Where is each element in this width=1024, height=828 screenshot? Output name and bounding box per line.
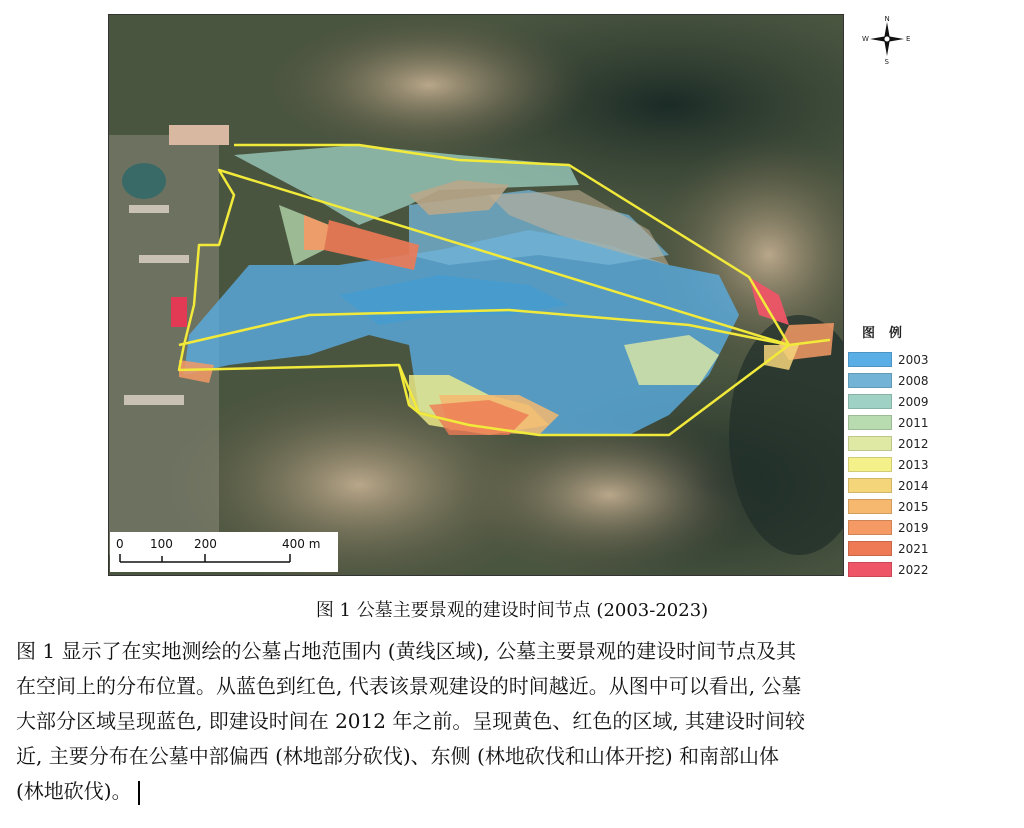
- legend-item-2022: [848, 559, 958, 580]
- legend-label: 2022: [898, 562, 929, 577]
- scale-tick-label: 0: [116, 537, 124, 551]
- legend-label: 2011: [898, 415, 929, 430]
- scale-tick-label: 400 m: [282, 537, 321, 551]
- paragraph-line: 在空间上的分布位置。从蓝色到红色, 代表该景观建设的时间越近。从图中可以看出, 公墓: [16, 674, 802, 698]
- scale-tick-label: 100: [150, 537, 173, 551]
- body-paragraph[interactable]: [16, 634, 1006, 809]
- building: [169, 125, 229, 145]
- legend-label: 2013: [898, 457, 929, 472]
- terrain-ridge: [269, 15, 589, 155]
- figure-caption: 图 1 公墓主要景观的建设时间节点 (2003-2023): [315, 600, 709, 621]
- red-roof-building: [171, 297, 187, 327]
- legend-label: 2014: [898, 478, 929, 493]
- legend-item-2021: [848, 538, 958, 559]
- legend-swatch: [848, 352, 892, 367]
- legend-label: 2015: [898, 499, 929, 514]
- legend-items: [848, 349, 958, 580]
- legend-label: 2021: [898, 541, 929, 556]
- terrain-ridge: [449, 415, 769, 575]
- legend-swatch: [848, 541, 892, 556]
- scale-bar-graphic: [110, 532, 338, 572]
- building: [129, 205, 169, 213]
- compass-n: N: [884, 15, 890, 23]
- compass-icon: [862, 14, 912, 64]
- legend-item-2008: [848, 370, 958, 391]
- legend-swatch: [848, 373, 892, 388]
- map-canvas: [109, 15, 843, 575]
- paragraph-line: 近, 主要分布在公墓中部偏西 (林地部分砍伐)、东侧 (林地砍伐和山体开挖) 和南部山体: [16, 744, 779, 768]
- legend-item-2009: [848, 391, 958, 412]
- paragraph-line: 大部分区域呈现蓝色, 即建设时间在 2012 年之前。呈现黄色、红色的区域, 其建设时间较: [16, 709, 806, 733]
- legend-item-2019: [848, 517, 958, 538]
- compass-s: S: [884, 58, 889, 64]
- building: [139, 255, 189, 263]
- legend-label: 2009: [898, 394, 929, 409]
- building: [124, 395, 184, 405]
- legend-item-2014: [848, 475, 958, 496]
- map-legend: [848, 322, 958, 580]
- legend-label: 2012: [898, 436, 929, 451]
- legend-item-2012: [848, 433, 958, 454]
- legend-swatch: [848, 457, 892, 472]
- paragraph-line-last: [16, 774, 1006, 809]
- compass-w: W: [862, 35, 869, 43]
- compass-e: E: [906, 35, 911, 43]
- legend-swatch: [848, 520, 892, 535]
- legend-label: 2003: [898, 352, 929, 367]
- legend-swatch: [848, 499, 892, 514]
- legend-label: 2008: [898, 373, 929, 388]
- legend-swatch: [848, 478, 892, 493]
- legend-item-2011: [848, 412, 958, 433]
- satellite-map: [108, 14, 844, 576]
- legend-label: 2019: [898, 520, 929, 535]
- scale-tick-label: 200: [194, 537, 217, 551]
- legend-item-2013: [848, 454, 958, 475]
- pond: [122, 163, 166, 199]
- legend-swatch: [848, 415, 892, 430]
- legend-title: 图例: [862, 326, 917, 341]
- legend-swatch: [848, 394, 892, 409]
- paragraph-line: 图 1 显示了在实地测绘的公墓占地范围内 (黄线区域), 公墓主要景观的建设时间节点及其: [16, 639, 797, 663]
- text-cursor: [138, 781, 140, 805]
- legend-item-2003: [848, 349, 958, 370]
- north-arrow: [862, 14, 912, 64]
- paragraph-line-text: (林地砍伐)。: [16, 779, 132, 803]
- legend-item-2015: [848, 496, 958, 517]
- scale-bar: [110, 532, 338, 572]
- legend-swatch: [848, 436, 892, 451]
- legend-swatch: [848, 562, 892, 577]
